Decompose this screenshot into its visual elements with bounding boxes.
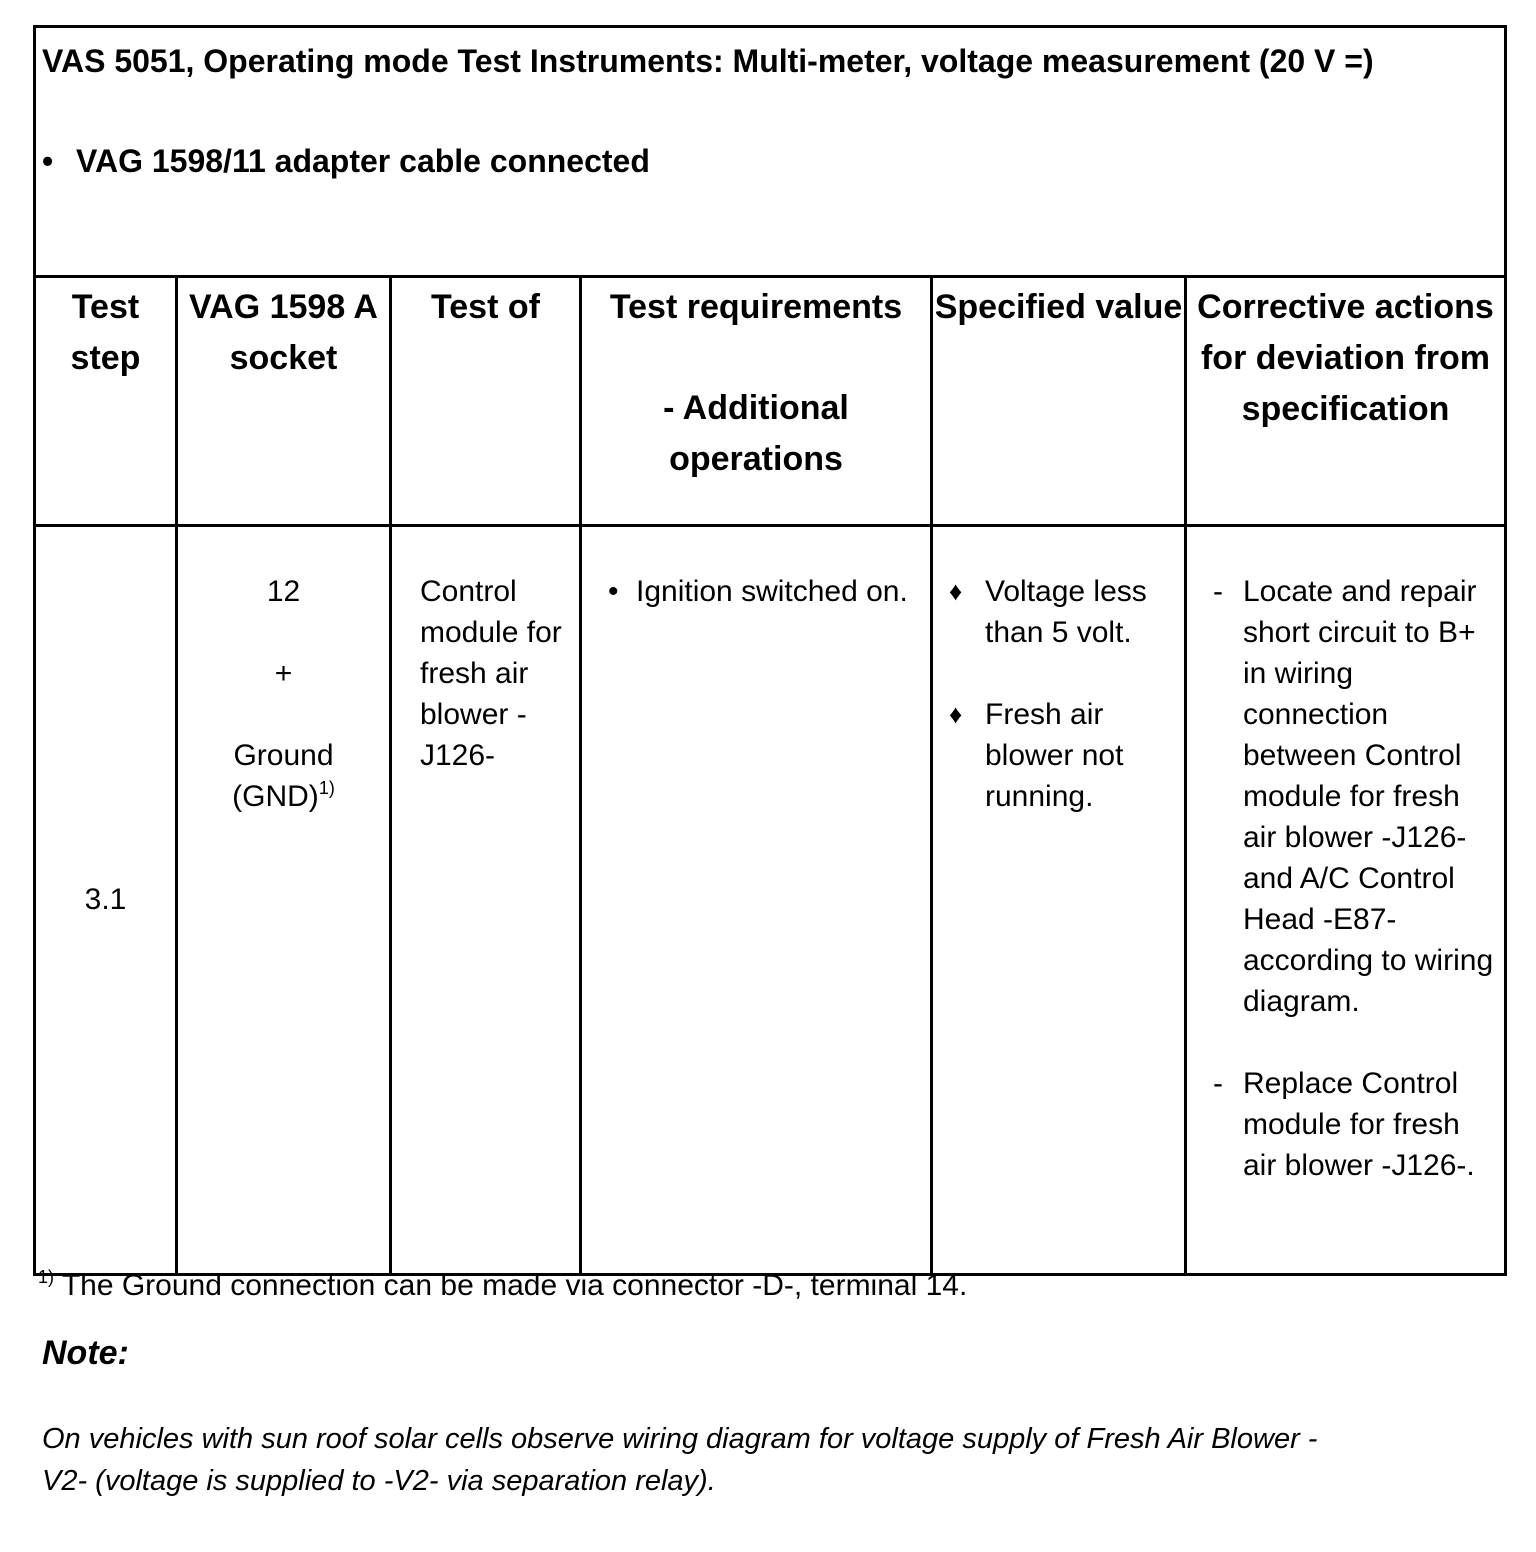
col-header-test-step: Test step	[35, 277, 177, 526]
diamond-bullet-icon: ♦	[949, 699, 963, 729]
col-header-specified: Specified value	[932, 277, 1186, 526]
specified-item	[949, 571, 1176, 653]
col-header-corrective: Corrective actions for deviation from specification	[1186, 277, 1506, 526]
dash-bullet-icon: -	[1213, 575, 1223, 608]
socket-gnd	[179, 776, 388, 817]
requirement-text: Ignition switched on.	[636, 575, 908, 608]
specified-item	[949, 694, 1176, 817]
action-text-1: Locate and repair short circuit to B+ in wiring connection between Control module for fresh air blower -J126- and A/C Control Head -E87- according to wiring diagram.	[1243, 575, 1494, 1018]
test-step-cell: 3.1	[35, 526, 177, 1275]
footnote-ref: 1)	[318, 778, 335, 798]
col-header-socket: VAG 1598 A socket	[177, 277, 391, 526]
footnote-marker: 1)	[38, 1267, 55, 1287]
bullet-icon: •	[608, 575, 619, 608]
requirements-label: Test requirements	[609, 288, 903, 326]
bullet-icon: •	[42, 143, 54, 179]
specified-text-2: Fresh air blower not running.	[985, 698, 1124, 813]
diamond-bullet-icon: ♦	[949, 576, 963, 606]
table-row	[35, 526, 1506, 1275]
note-text: On vehicles with sun roof solar cells observe wiring diagram for voltage supply of Fresh Air Blower -V2- (voltage is supplied to -V2- via separation relay).	[42, 1423, 1318, 1497]
socket-gnd-text: (GND)	[232, 780, 319, 813]
requirement-item	[608, 571, 924, 612]
condition-text: VAG 1598/11 adapter cable connected	[76, 143, 650, 179]
footnote-text: The Ground connection can be made via connector -D-, terminal 14.	[61, 1269, 968, 1302]
specified-text-1: Voltage less than 5 volt.	[985, 575, 1147, 649]
requirements-cell	[581, 526, 932, 1275]
test-conditions	[35, 27, 1506, 277]
test-mode-title: VAS 5051, Operating mode Test Instruments: Multi-meter, voltage measurement (20 V =)	[42, 43, 1374, 79]
table-header-row	[35, 27, 1506, 277]
dash-bullet-icon: -	[1213, 1067, 1223, 1100]
socket-plus: +	[274, 657, 293, 690]
action-item	[1213, 571, 1494, 1022]
requirements-sub-label: - Additional operations	[663, 389, 849, 478]
action-text-2: Replace Control module for fresh air blower -J126-.	[1243, 1067, 1475, 1182]
socket-cell	[177, 526, 391, 1275]
column-header-row	[35, 277, 1506, 526]
condition-item	[42, 136, 1498, 186]
col-header-requirements	[581, 277, 932, 526]
corrective-cell	[1186, 526, 1506, 1275]
socket-ground: Ground	[233, 739, 334, 772]
footnote	[38, 1266, 967, 1306]
col-header-test-of: Test of	[391, 277, 581, 526]
test-of-cell: Control module for fresh air blower -J126-	[391, 526, 581, 1275]
socket-number: 12	[266, 575, 301, 608]
note-heading: Note:	[42, 1334, 129, 1372]
specified-cell	[932, 526, 1186, 1275]
test-table	[33, 25, 1507, 1276]
action-item	[1213, 1063, 1494, 1186]
